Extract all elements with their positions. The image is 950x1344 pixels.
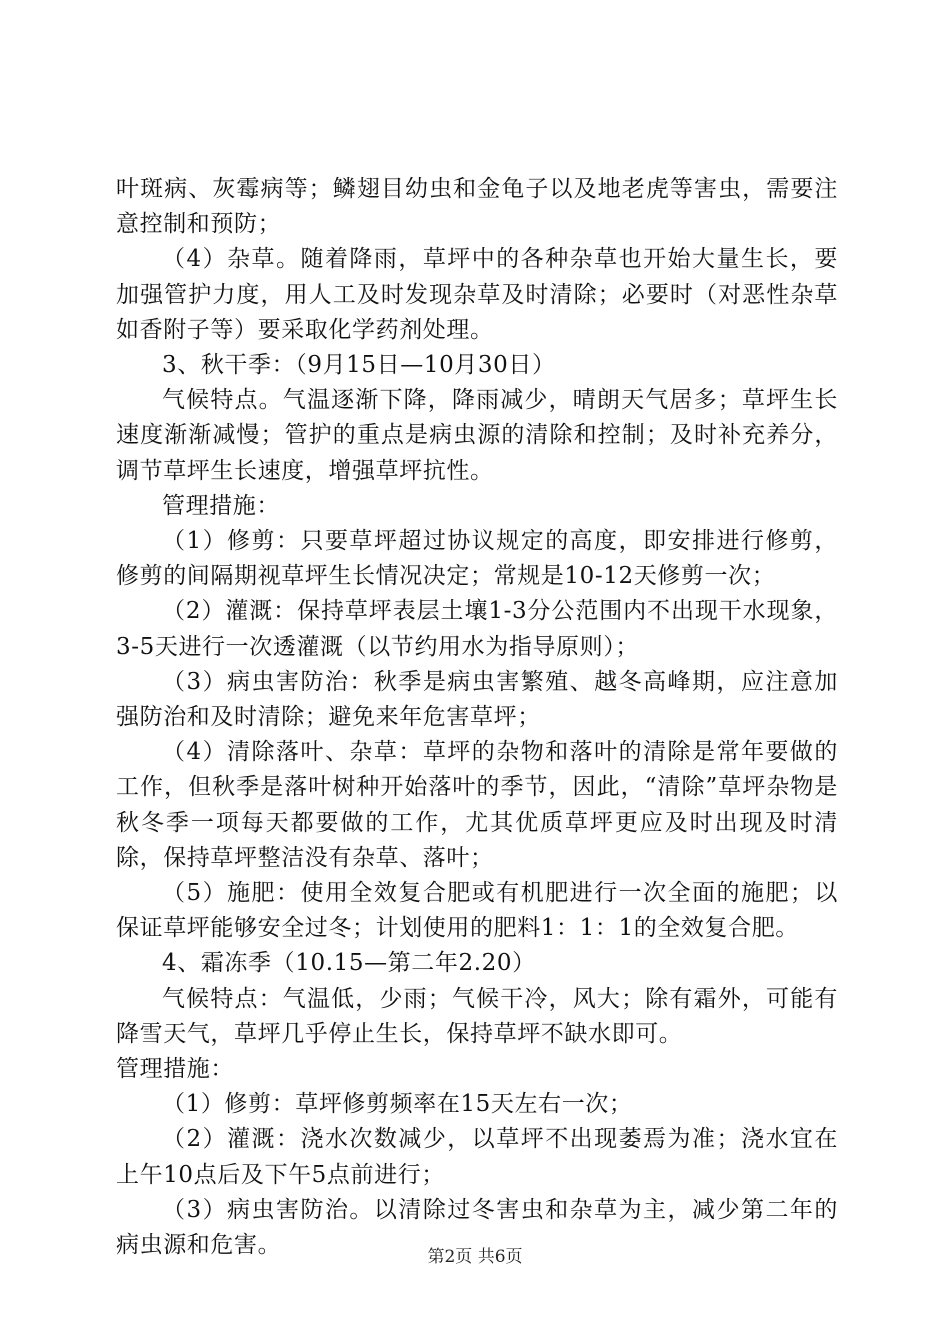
paragraph-autumn-irrigation: （2）灌溉：保持草坪表层土壤1-3分公范围内不出现干水现象，3-5天进行一次透灌溉（以节约用水为指导原则）；: [116, 598, 838, 660]
paragraph-leaf-removal: （4）清除落叶、杂草：草坪的杂物和落叶的清除是常年要做的工作，但秋季是落叶树种开始落叶的季节，因此，“清除”草坪杂物是秋冬季一项每天都要做的工作，尤其优质草坪更应及时出现及时清除，保持草坪整洁没有杂草、落叶；: [116, 739, 838, 871]
paragraph-autumn-pest-control: （3）病虫害防治：秋季是病虫害繁殖、越冬高峰期，应注意加强防治和及时清除；避免来年危害草坪；: [116, 668, 838, 731]
paragraph-frost-pest-control: （3）病虫害防治。以清除过冬害虫和杂草为主，减少第二年的病虫源和危害。: [116, 1196, 838, 1259]
heading-frost-season: 4、霜冻季（10.15—第二年2.20）: [162, 950, 536, 977]
paragraph-frost-climate: 气候特点：气温低，少雨；气候干冷，风大；除有霜外，可能有降雪天气，草坪几乎停止生长，保持草坪不缺水即可。: [116, 985, 838, 1047]
paragraph-frost-irrigation: （2）灌溉：浇水次数减少，以草坪不出现萎焉为准；浇水宜在上午10点后及下午5点前进行；: [116, 1126, 838, 1188]
paragraph-fertilizing: （5）施肥：使用全效复合肥或有机肥进行一次全面的施肥；以保证草坪能够安全过冬；计划使用的肥料1：1：1的全效复合肥。: [116, 880, 838, 942]
heading-management-measures-2: 管理措施：: [116, 1056, 234, 1083]
paragraph-autumn-mowing: （1）修剪：只要草坪超过协议规定的高度，即安排进行修剪，修剪的间隔期视草坪生长情况决定；常规是10-12天修剪一次；: [116, 528, 838, 590]
heading-management-measures: 管理措施：: [162, 492, 280, 519]
heading-autumn-season: 3、秋干季：（9月15日—10月30日）: [162, 352, 556, 379]
paragraph-frost-mowing: （1）修剪：草坪修剪频率在15天左右一次；: [162, 1091, 633, 1118]
page-number: 第2页 共6页: [427, 1247, 523, 1267]
document-body: [116, 172, 838, 1263]
paragraph-weeds: （4）杂草。随着降雨，草坪中的各种杂草也开始大量生长，要加强管护力度，用人工及时发现杂草及时清除；必要时（对恶性杂草如香附子等）要采取化学药剂处理。: [116, 246, 838, 343]
paragraph-autumn-climate: 气候特点。气温逐渐下降，降雨减少，晴朗天气居多；草坪生长速度渐渐减慢；管护的重点是病虫源的清除和控制；及时补充养分，调节草坪生长速度，增强草坪抗性。: [116, 387, 838, 484]
paragraph-pest-list: 叶斑病、灰霉病等；鳞翅目幼虫和金龟子以及地老虎等害虫，需要注意控制和预防；: [116, 176, 838, 238]
